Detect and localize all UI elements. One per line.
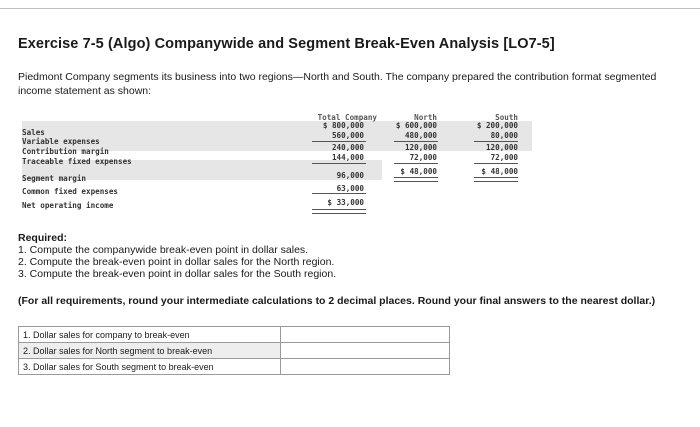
income-statement-image bbox=[22, 112, 532, 212]
answer-table bbox=[18, 326, 450, 375]
row-label-segment-margin: Segment margin bbox=[22, 174, 87, 183]
answer-row bbox=[19, 359, 450, 375]
row-label-common-fixed: Common fixed expenses bbox=[22, 187, 119, 196]
row-label-traceable-fixed: Traceable fixed expenses bbox=[22, 157, 132, 166]
row-label-contribution-margin: Contribution margin bbox=[22, 147, 109, 156]
top-divider bbox=[0, 8, 700, 9]
north-variable: 480,000 bbox=[404, 131, 437, 140]
south-segment-margin: $ 48,000 bbox=[481, 167, 518, 176]
north-segment-margin: $ 48,000 bbox=[400, 167, 437, 176]
row-label-sales: Sales bbox=[22, 128, 45, 137]
answer-input-south[interactable] bbox=[281, 359, 450, 375]
south-sales: $ 200,000 bbox=[476, 121, 518, 130]
total-common-fixed: 63,000 bbox=[336, 184, 364, 193]
south-contribution: 120,000 bbox=[485, 143, 518, 152]
answer-row bbox=[19, 343, 450, 359]
requirements bbox=[18, 232, 336, 280]
total-net-operating-income: $ 33,000 bbox=[327, 198, 364, 207]
answer-label-north: 2. Dollar sales for North segment to break-even bbox=[19, 343, 281, 359]
required-item-2: 2. Compute the break-even point in dollar sales for the North region. bbox=[18, 256, 335, 268]
header-total-company: Total Company bbox=[317, 113, 377, 122]
rounding-note: (For all requirements, round your intermediate calculations to 2 decimal places. Round your final answers to the nearest dollar.) bbox=[18, 295, 656, 307]
north-contribution: 120,000 bbox=[404, 143, 437, 152]
required-item-1: 1. Compute the companywide break-even point in dollar sales. bbox=[18, 244, 309, 256]
row-label-net-operating-income: Net operating income bbox=[22, 201, 114, 210]
total-sales: $ 800,000 bbox=[322, 121, 364, 130]
required-item-3: 3. Compute the break-even point in dollar sales for the South region. bbox=[18, 268, 337, 280]
intro-text: Piedmont Company segments its business into two regions—North and South. The company prepared the contribution format segmented income statement as shown: bbox=[18, 71, 657, 97]
answer-input-north[interactable] bbox=[281, 343, 450, 359]
total-variable: 560,000 bbox=[331, 131, 364, 140]
header-south: South bbox=[495, 113, 518, 122]
answer-input-company[interactable] bbox=[281, 327, 450, 343]
row-label-variable-expenses: Variable expenses bbox=[22, 137, 100, 146]
answer-label-south: 3. Dollar sales for South segment to break-even bbox=[19, 359, 281, 375]
answer-label-company: 1. Dollar sales for company to break-even bbox=[19, 327, 281, 343]
exercise-title: Exercise 7-5 (Algo) Companywide and Segment Break-Even Analysis [LO7-5] bbox=[18, 36, 555, 52]
required-heading: Required: bbox=[18, 232, 68, 244]
answer-row bbox=[19, 327, 450, 343]
south-variable: 80,000 bbox=[490, 131, 518, 140]
north-sales: $ 600,000 bbox=[395, 121, 437, 130]
total-segment-margin: 96,000 bbox=[336, 171, 364, 180]
total-contribution: 240,000 bbox=[331, 143, 364, 152]
total-traceable: 144,000 bbox=[331, 153, 364, 162]
north-traceable: 72,000 bbox=[409, 153, 437, 162]
south-traceable: 72,000 bbox=[490, 153, 518, 162]
header-north: North bbox=[414, 113, 437, 122]
